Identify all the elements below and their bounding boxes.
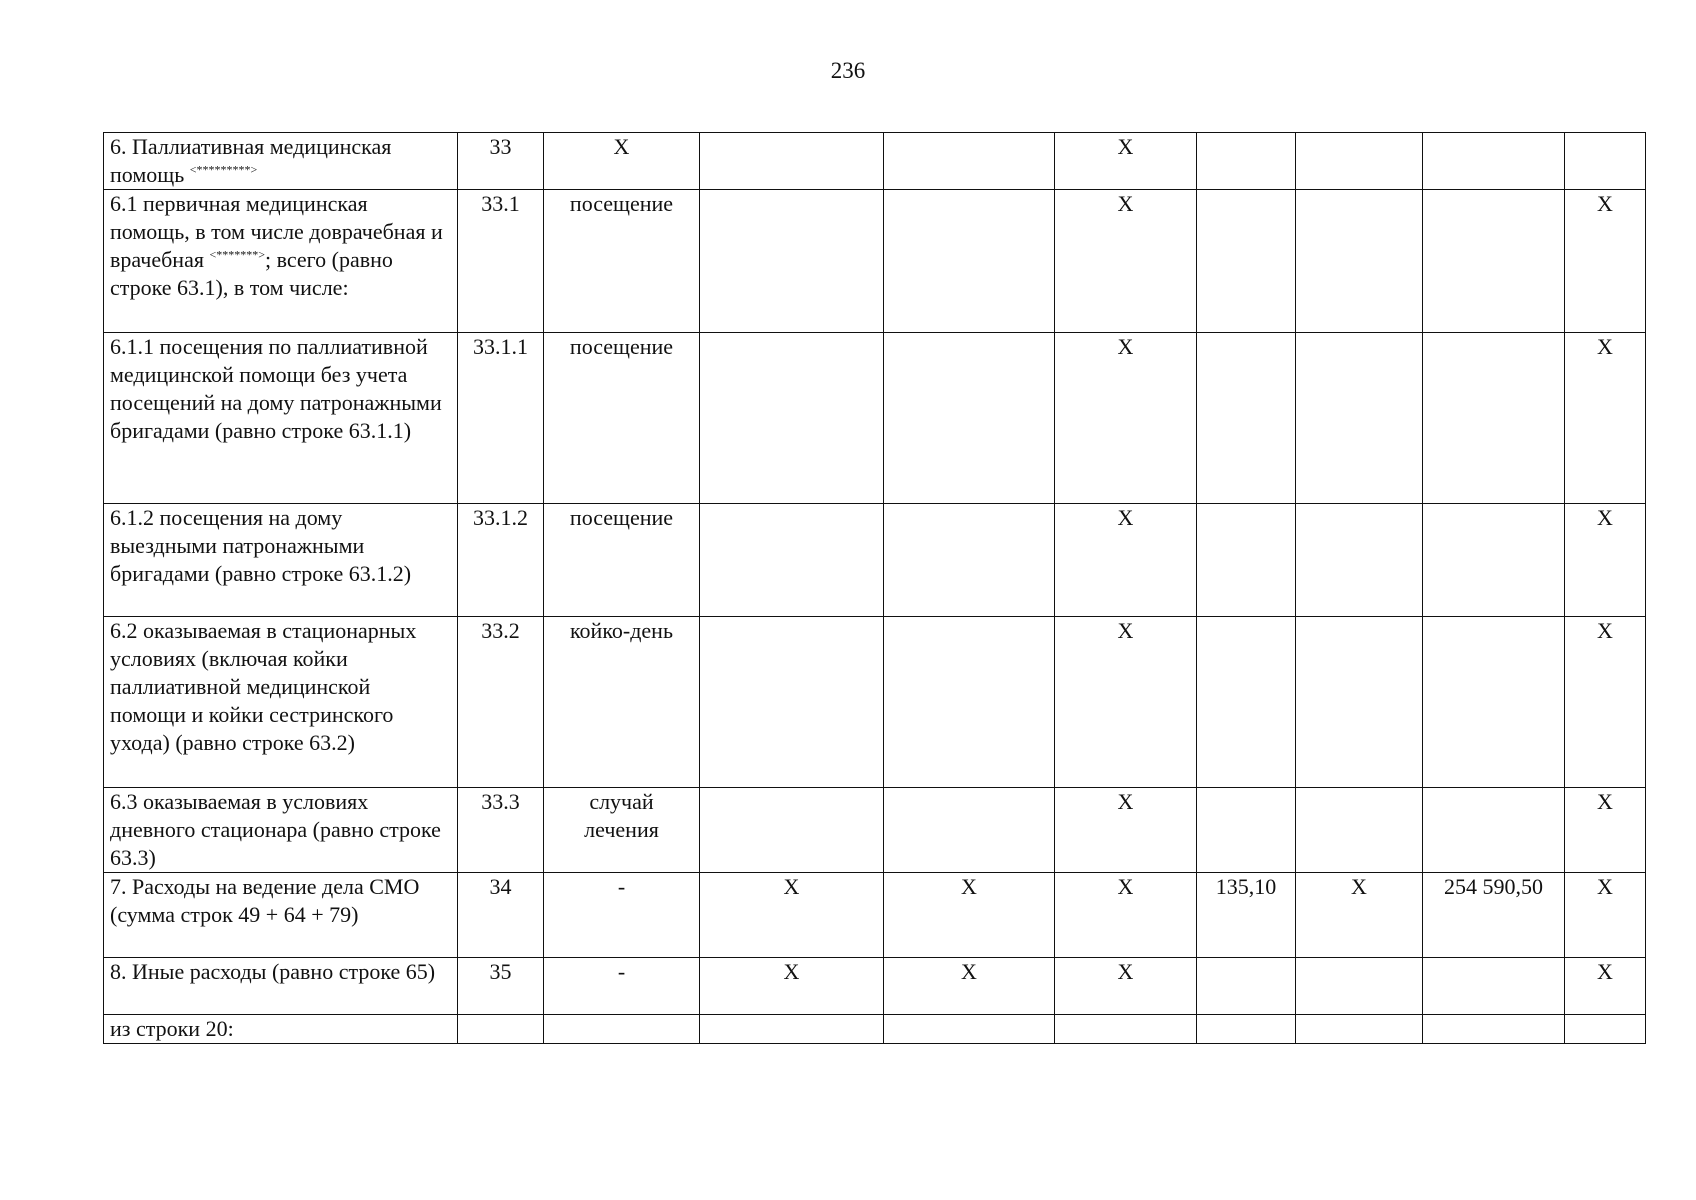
value-cell-1: X — [700, 958, 884, 1015]
row-code-cell: 33.3 — [458, 788, 544, 873]
value-cell-5 — [1296, 1015, 1423, 1044]
value-cell-3: X — [1055, 333, 1197, 504]
value-cell-4 — [1197, 190, 1296, 333]
value-cell-1 — [700, 788, 884, 873]
table-row — [104, 617, 1646, 788]
value-cell-7 — [1565, 133, 1646, 190]
row-name-text: 6. Паллиативная медицинская помощь — [110, 134, 392, 187]
value-cell-3: X — [1055, 958, 1197, 1015]
report-table — [103, 132, 1646, 1044]
footnote-marker: <*********> — [189, 162, 258, 177]
row-name-cell — [104, 504, 458, 617]
value-cell-1: X — [700, 873, 884, 958]
value-cell-6 — [1423, 617, 1565, 788]
row-code-cell — [458, 1015, 544, 1044]
value-cell-4: 135,10 — [1197, 873, 1296, 958]
value-cell-2 — [884, 788, 1055, 873]
value-cell-6 — [1423, 133, 1565, 190]
value-cell-6 — [1423, 788, 1565, 873]
row-code-cell: 35 — [458, 958, 544, 1015]
value-cell-3: X — [1055, 873, 1197, 958]
table-row — [104, 333, 1646, 504]
row-name-cell — [104, 1015, 458, 1044]
value-cell-2: X — [884, 873, 1055, 958]
value-cell-5 — [1296, 190, 1423, 333]
row-code-cell: 33.2 — [458, 617, 544, 788]
table-row — [104, 1015, 1646, 1044]
value-cell-4 — [1197, 788, 1296, 873]
footnote-marker: <*******> — [209, 247, 265, 262]
value-cell-5: X — [1296, 873, 1423, 958]
value-cell-3: X — [1055, 617, 1197, 788]
value-cell-3 — [1055, 1015, 1197, 1044]
value-cell-6: 254 590,50 — [1423, 873, 1565, 958]
row-name-cell — [104, 617, 458, 788]
row-code-cell: 33.1 — [458, 190, 544, 333]
value-cell-4 — [1197, 333, 1296, 504]
value-cell-6 — [1423, 958, 1565, 1015]
row-unit-cell: X — [544, 133, 700, 190]
value-cell-7 — [1565, 1015, 1646, 1044]
row-name-text: 6.2 оказываемая в стационарных условиях (включая койки паллиативной медицинской помощи и койки сестринского ухода) (равно строке 63.2) — [110, 618, 417, 755]
value-cell-4 — [1197, 1015, 1296, 1044]
row-name-cell — [104, 133, 458, 190]
value-cell-7: X — [1565, 788, 1646, 873]
value-cell-2 — [884, 133, 1055, 190]
row-name-cell — [104, 190, 458, 333]
table-row — [104, 190, 1646, 333]
value-cell-3: X — [1055, 788, 1197, 873]
row-code-cell: 33.1.2 — [458, 504, 544, 617]
value-cell-2: X — [884, 958, 1055, 1015]
value-cell-7: X — [1565, 617, 1646, 788]
row-unit-cell: - — [544, 958, 700, 1015]
value-cell-4 — [1197, 958, 1296, 1015]
value-cell-4 — [1197, 504, 1296, 617]
row-unit-cell: посещение — [544, 333, 700, 504]
value-cell-1 — [700, 133, 884, 190]
value-cell-2 — [884, 617, 1055, 788]
row-name-cell — [104, 873, 458, 958]
value-cell-7: X — [1565, 873, 1646, 958]
row-unit-cell: посещение — [544, 190, 700, 333]
row-name-text: 6.1.1 посещения по паллиативной медицинской помощи без учета посещений на дому патронажными бригадами (равно строке 63.1.1) — [110, 334, 442, 443]
value-cell-6 — [1423, 504, 1565, 617]
value-cell-6 — [1423, 333, 1565, 504]
value-cell-4 — [1197, 133, 1296, 190]
table-row — [104, 788, 1646, 873]
value-cell-5 — [1296, 504, 1423, 617]
value-cell-2 — [884, 1015, 1055, 1044]
value-cell-2 — [884, 190, 1055, 333]
value-cell-6 — [1423, 190, 1565, 333]
row-name-text: 6.1.2 посещения на дому выездными патронажными бригадами (равно строке 63.1.2) — [110, 505, 412, 586]
value-cell-1 — [700, 504, 884, 617]
value-cell-1 — [700, 617, 884, 788]
value-cell-7: X — [1565, 958, 1646, 1015]
value-cell-2 — [884, 504, 1055, 617]
value-cell-4 — [1197, 617, 1296, 788]
row-unit-cell: - — [544, 873, 700, 958]
row-code-cell: 33.1.1 — [458, 333, 544, 504]
value-cell-1 — [700, 333, 884, 504]
value-cell-5 — [1296, 333, 1423, 504]
value-cell-7: X — [1565, 333, 1646, 504]
table-row — [104, 504, 1646, 617]
row-name-cell — [104, 333, 458, 504]
value-cell-3: X — [1055, 504, 1197, 617]
row-unit-cell — [544, 1015, 700, 1044]
value-cell-3: X — [1055, 133, 1197, 190]
value-cell-6 — [1423, 1015, 1565, 1044]
value-cell-5 — [1296, 133, 1423, 190]
value-cell-7: X — [1565, 190, 1646, 333]
value-cell-5 — [1296, 788, 1423, 873]
row-unit-cell: посещение — [544, 504, 700, 617]
row-unit-cell: случай лечения — [544, 788, 700, 873]
row-name-text: 8. Иные расходы (равно строке 65) — [110, 959, 436, 984]
row-code-cell: 34 — [458, 873, 544, 958]
value-cell-7: X — [1565, 504, 1646, 617]
row-name-text: из строки 20: — [110, 1016, 234, 1041]
table-row — [104, 133, 1646, 190]
row-code-cell: 33 — [458, 133, 544, 190]
value-cell-1 — [700, 190, 884, 333]
value-cell-1 — [700, 1015, 884, 1044]
value-cell-5 — [1296, 617, 1423, 788]
value-cell-2 — [884, 333, 1055, 504]
page-number: 236 — [830, 58, 866, 83]
row-name-cell — [104, 788, 458, 873]
table-row — [104, 958, 1646, 1015]
row-name-text: 6.3 оказываемая в условиях дневного стационара (равно строке 63.3) — [110, 789, 441, 870]
row-name-continuation: ; всего (равно строке 63.1), в том числе: — [110, 247, 393, 300]
row-unit-cell: койко-день — [544, 617, 700, 788]
row-name-cell — [104, 958, 458, 1015]
row-name-text: 6.1 первичная медицинская помощь, в том числе доврачебная и врачебная — [110, 191, 443, 272]
value-cell-3: X — [1055, 190, 1197, 333]
value-cell-5 — [1296, 958, 1423, 1015]
table-row — [104, 873, 1646, 958]
row-name-text: 7. Расходы на ведение дела СМО (сумма строк 49 + 64 + 79) — [110, 874, 420, 927]
